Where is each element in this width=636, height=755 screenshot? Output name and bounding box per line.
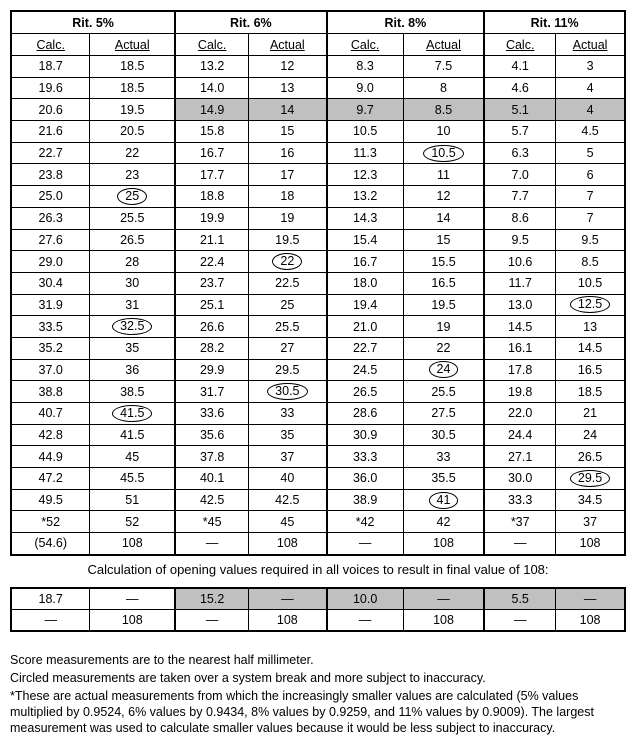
actual-cell: 45 [249, 511, 327, 533]
opening-actual-cell: — [556, 588, 625, 610]
actual-cell: 13 [556, 316, 625, 338]
calc-cell: 19.4 [327, 294, 404, 316]
actual-cell: 10 [403, 121, 484, 143]
calc-cell: 14.5 [484, 316, 555, 338]
opening-actual-cell: 108 [90, 610, 175, 632]
actual-cell: 18.5 [90, 77, 175, 99]
actual-cell: 19 [249, 207, 327, 229]
actual-cell: 15.5 [403, 251, 484, 273]
actual-cell: 42 [403, 511, 484, 533]
table-row [11, 511, 625, 533]
calc-cell: 14.0 [175, 77, 249, 99]
actual-cell: 8.5 [403, 99, 484, 121]
actual-label: Actual [269, 37, 305, 52]
calc-cell: 38.9 [327, 489, 404, 511]
table-row [11, 121, 625, 143]
actual-cell: 38.5 [90, 381, 175, 403]
actual-cell: 24 [556, 424, 625, 446]
calc-cell: 23.7 [175, 272, 249, 294]
calc-cell: 5.7 [484, 121, 555, 143]
actual-label: Actual [426, 37, 461, 52]
actual-cell: 18.5 [90, 56, 175, 78]
calc-cell: 25.0 [11, 186, 90, 208]
note-asterisk-explanation: *These are actual measurements from which the increasingly smaller values are calculated (5% values multiplied by 0.9524, 6% values by 0.9434, 8% values by 0.9259, and 11% values by 0.9009). The largest measurement was used to calculate smaller values because it would be less subject to inaccuracy. [10, 689, 594, 735]
calc-cell: 4.1 [484, 56, 555, 78]
actual-cell: 16.5 [556, 359, 625, 381]
column-header-actual [403, 34, 484, 56]
actual-cell: 10.5 [556, 272, 625, 294]
calc-cell: *45 [175, 511, 249, 533]
actual-cell: 27 [249, 337, 327, 359]
calc-cell: 11.7 [484, 272, 555, 294]
actual-cell: 40 [249, 468, 327, 490]
actual-cell: 15 [403, 229, 484, 251]
actual-cell: 12 [249, 56, 327, 78]
actual-cell: 33 [403, 446, 484, 468]
table-row [11, 381, 625, 403]
actual-cell: 11 [403, 164, 484, 186]
actual-cell: 25.5 [249, 316, 327, 338]
actual-cell: 19.5 [249, 229, 327, 251]
actual-cell [249, 251, 327, 273]
column-header-calc [327, 34, 404, 56]
column-header-actual [556, 34, 625, 56]
actual-cell [90, 403, 175, 425]
actual-cell: 33 [249, 403, 327, 425]
table-row [11, 316, 625, 338]
opening-actual-cell: 108 [249, 610, 327, 632]
calc-cell: 26.6 [175, 316, 249, 338]
opening-actual-cell: 108 [403, 610, 484, 632]
group-header-rit-6: Rit. 6% [175, 11, 326, 34]
calc-cell: 21.1 [175, 229, 249, 251]
actual-cell [90, 186, 175, 208]
calc-cell: 26.3 [11, 207, 90, 229]
calc-cell: 14.9 [175, 99, 249, 121]
opening-row [11, 588, 625, 610]
actual-cell: 22 [403, 337, 484, 359]
calc-cell: 29.9 [175, 359, 249, 381]
circled-value: 24 [429, 361, 459, 378]
calc-cell: 5.1 [484, 99, 555, 121]
actual-cell: 34.5 [556, 489, 625, 511]
calc-cell: 30.9 [327, 424, 404, 446]
actual-cell: 19.5 [403, 294, 484, 316]
actual-cell: 17 [249, 164, 327, 186]
table-row [11, 99, 625, 121]
actual-cell: 8 [403, 77, 484, 99]
calc-label: Calc. [350, 37, 380, 52]
actual-cell [556, 468, 625, 490]
calc-cell: 13.0 [484, 294, 555, 316]
calc-cell: 42.5 [175, 489, 249, 511]
actual-cell: 35 [90, 337, 175, 359]
calc-cell: 36.0 [327, 468, 404, 490]
calc-cell: 27.6 [11, 229, 90, 251]
actual-cell: 45.5 [90, 468, 175, 490]
actual-cell [556, 294, 625, 316]
calc-cell: 4.6 [484, 77, 555, 99]
actual-cell: 14 [403, 207, 484, 229]
calc-cell: 16.7 [327, 251, 404, 273]
opening-row [11, 610, 625, 632]
calc-cell: 17.8 [484, 359, 555, 381]
actual-cell: 12 [403, 186, 484, 208]
actual-cell [249, 381, 327, 403]
calc-cell: *42 [327, 511, 404, 533]
opening-calc-cell: 5.5 [484, 588, 555, 610]
actual-cell: 108 [556, 533, 625, 555]
calc-cell: 24.5 [327, 359, 404, 381]
calc-cell: 37.8 [175, 446, 249, 468]
calc-cell: 40.1 [175, 468, 249, 490]
actual-cell: 25 [249, 294, 327, 316]
calc-cell: 18.0 [327, 272, 404, 294]
actual-cell: 7 [556, 186, 625, 208]
table-row [11, 186, 625, 208]
calc-cell: 8.6 [484, 207, 555, 229]
circled-value: 41 [429, 492, 459, 509]
circled-value: 25 [117, 188, 147, 205]
calc-cell: 29.0 [11, 251, 90, 273]
actual-cell: 37 [556, 511, 625, 533]
calc-cell: 10.5 [327, 121, 404, 143]
calc-cell: 23.8 [11, 164, 90, 186]
calc-cell: 31.7 [175, 381, 249, 403]
actual-cell: 42.5 [249, 489, 327, 511]
opening-actual-cell: 108 [556, 610, 625, 632]
calc-cell: 16.7 [175, 142, 249, 164]
actual-cell: 30 [90, 272, 175, 294]
group-header-rit-11: Rit. 11% [484, 11, 625, 34]
actual-cell: 35.5 [403, 468, 484, 490]
column-header-calc [11, 34, 90, 56]
calc-cell: 22.7 [11, 142, 90, 164]
actual-cell: 9.5 [556, 229, 625, 251]
calc-cell: (54.6) [11, 533, 90, 555]
calc-cell: 42.8 [11, 424, 90, 446]
column-header-actual [249, 34, 327, 56]
note-measurement-precision: Score measurements are to the nearest half millimeter. [10, 653, 314, 667]
table-row [11, 77, 625, 99]
actual-cell: 45 [90, 446, 175, 468]
actual-cell: 6 [556, 164, 625, 186]
table-row [11, 446, 625, 468]
actual-cell: 8.5 [556, 251, 625, 273]
calc-cell: 35.6 [175, 424, 249, 446]
actual-cell: 30.5 [403, 424, 484, 446]
circled-value: 22 [272, 253, 302, 270]
footnotes [10, 652, 628, 738]
table-row [11, 56, 625, 78]
table-row [11, 272, 625, 294]
actual-cell: 14.5 [556, 337, 625, 359]
opening-calc-cell: — [175, 610, 249, 632]
actual-cell: 7 [556, 207, 625, 229]
calc-cell: 19.6 [11, 77, 90, 99]
column-header-actual [90, 34, 175, 56]
actual-cell [403, 142, 484, 164]
actual-cell: 5 [556, 142, 625, 164]
actual-cell: 26.5 [556, 446, 625, 468]
calc-cell: 15.4 [327, 229, 404, 251]
calc-label: Calc. [505, 37, 535, 52]
table-row [11, 424, 625, 446]
calc-cell: 25.1 [175, 294, 249, 316]
actual-cell: 27.5 [403, 403, 484, 425]
opening-table-body [11, 588, 625, 631]
calc-cell: 8.3 [327, 56, 404, 78]
table-row [11, 468, 625, 490]
calc-cell: 26.5 [327, 381, 404, 403]
column-header-calc [484, 34, 555, 56]
calc-cell: *52 [11, 511, 90, 533]
calc-cell: 10.6 [484, 251, 555, 273]
calc-cell: 21.0 [327, 316, 404, 338]
calc-cell: — [175, 533, 249, 555]
actual-cell: 3 [556, 56, 625, 78]
calc-cell: — [484, 533, 555, 555]
actual-cell: 18 [249, 186, 327, 208]
opening-calc-cell: — [484, 610, 555, 632]
calc-cell: — [327, 533, 404, 555]
calc-cell: 28.6 [327, 403, 404, 425]
opening-values-table [10, 587, 626, 632]
calc-cell: 16.1 [484, 337, 555, 359]
calc-cell: 30.4 [11, 272, 90, 294]
ritardando-table [10, 10, 626, 556]
calc-cell: 14.3 [327, 207, 404, 229]
table-row [11, 359, 625, 381]
actual-cell: 22.5 [249, 272, 327, 294]
opening-calc-cell: 15.2 [175, 588, 249, 610]
column-header-calc [175, 34, 249, 56]
actual-cell: 26.5 [90, 229, 175, 251]
actual-cell: 19.5 [90, 99, 175, 121]
actual-cell: 19 [403, 316, 484, 338]
calc-cell: 49.5 [11, 489, 90, 511]
calc-cell: 6.3 [484, 142, 555, 164]
opening-values-caption: Calculation of opening values required in all voices to result in final value of 108: [87, 562, 549, 577]
actual-cell [90, 316, 175, 338]
calc-cell: 40.7 [11, 403, 90, 425]
table-row [11, 207, 625, 229]
actual-cell: 15 [249, 121, 327, 143]
actual-cell: 108 [249, 533, 327, 555]
group-header-rit-5: Rit. 5% [11, 11, 175, 34]
opening-calc-cell: 18.7 [11, 588, 90, 610]
opening-calc-cell: — [327, 610, 404, 632]
calc-cell: 33.6 [175, 403, 249, 425]
calc-cell: 15.8 [175, 121, 249, 143]
actual-cell: 14 [249, 99, 327, 121]
calc-cell: 24.4 [484, 424, 555, 446]
calc-cell: 31.9 [11, 294, 90, 316]
actual-cell: 36 [90, 359, 175, 381]
circled-value: 29.5 [570, 470, 610, 487]
calc-cell: 38.8 [11, 381, 90, 403]
calc-cell: 33.5 [11, 316, 90, 338]
opening-actual-cell: — [403, 588, 484, 610]
opening-actual-cell: — [90, 588, 175, 610]
actual-cell: 23 [90, 164, 175, 186]
calc-cell: 12.3 [327, 164, 404, 186]
calc-cell: 19.8 [484, 381, 555, 403]
circled-value: 32.5 [112, 318, 152, 335]
table-row [11, 142, 625, 164]
calc-label: Calc. [197, 37, 227, 52]
actual-cell: 18.5 [556, 381, 625, 403]
table-row [11, 229, 625, 251]
circled-value: 12.5 [570, 296, 610, 313]
circled-value: 30.5 [267, 383, 307, 400]
calc-cell: 21.6 [11, 121, 90, 143]
actual-cell: 52 [90, 511, 175, 533]
calc-cell: 19.9 [175, 207, 249, 229]
table-row [11, 251, 625, 273]
actual-label: Actual [114, 37, 150, 52]
calc-cell: 33.3 [484, 489, 555, 511]
actual-cell: 4 [556, 77, 625, 99]
calc-cell: 22.4 [175, 251, 249, 273]
calc-cell: 33.3 [327, 446, 404, 468]
actual-label: Actual [572, 37, 608, 52]
calc-label: Calc. [36, 37, 65, 52]
table-row [11, 337, 625, 359]
calc-cell: 20.6 [11, 99, 90, 121]
calc-cell: 18.8 [175, 186, 249, 208]
calc-cell: 18.7 [11, 56, 90, 78]
opening-calc-cell: — [11, 610, 90, 632]
actual-cell: 21 [556, 403, 625, 425]
calc-cell: 17.7 [175, 164, 249, 186]
circled-value: 10.5 [423, 145, 463, 162]
actual-cell: 35 [249, 424, 327, 446]
actual-cell: 25.5 [403, 381, 484, 403]
actual-cell: 4 [556, 99, 625, 121]
actual-cell: 41.5 [90, 424, 175, 446]
actual-cell: 25.5 [90, 207, 175, 229]
actual-cell: 37 [249, 446, 327, 468]
calc-cell: 9.5 [484, 229, 555, 251]
actual-cell: 22 [90, 142, 175, 164]
calc-cell: 22.7 [327, 337, 404, 359]
calc-cell: 13.2 [175, 56, 249, 78]
actual-cell: 13 [249, 77, 327, 99]
calc-cell: 9.7 [327, 99, 404, 121]
calc-cell: 37.0 [11, 359, 90, 381]
calc-cell: 7.0 [484, 164, 555, 186]
calc-cell: 35.2 [11, 337, 90, 359]
actual-cell: 108 [90, 533, 175, 555]
group-header-rit-8: Rit. 8% [327, 11, 485, 34]
actual-cell: 7.5 [403, 56, 484, 78]
table-row [11, 294, 625, 316]
table-row [11, 533, 625, 555]
actual-cell: 4.5 [556, 121, 625, 143]
actual-cell: 29.5 [249, 359, 327, 381]
actual-cell: 16.5 [403, 272, 484, 294]
table-row [11, 403, 625, 425]
calc-cell: 27.1 [484, 446, 555, 468]
note-circled-measurements: Circled measurements are taken over a system break and more subject to inaccuracy. [10, 671, 486, 685]
calc-cell: 28.2 [175, 337, 249, 359]
calc-cell: 47.2 [11, 468, 90, 490]
circled-value: 41.5 [112, 405, 152, 422]
actual-cell: 16 [249, 142, 327, 164]
actual-cell: 108 [403, 533, 484, 555]
actual-cell: 31 [90, 294, 175, 316]
opening-calc-cell: 10.0 [327, 588, 404, 610]
opening-actual-cell: — [249, 588, 327, 610]
calc-cell: 30.0 [484, 468, 555, 490]
table-row [11, 164, 625, 186]
actual-cell [403, 359, 484, 381]
main-table-body [11, 56, 625, 555]
calc-cell: 13.2 [327, 186, 404, 208]
calc-cell: 44.9 [11, 446, 90, 468]
calc-cell: *37 [484, 511, 555, 533]
actual-cell: 51 [90, 489, 175, 511]
calc-cell: 7.7 [484, 186, 555, 208]
actual-cell [403, 489, 484, 511]
actual-cell: 20.5 [90, 121, 175, 143]
calc-cell: 22.0 [484, 403, 555, 425]
calc-cell: 9.0 [327, 77, 404, 99]
table-row [11, 489, 625, 511]
calc-cell: 11.3 [327, 142, 404, 164]
actual-cell: 28 [90, 251, 175, 273]
